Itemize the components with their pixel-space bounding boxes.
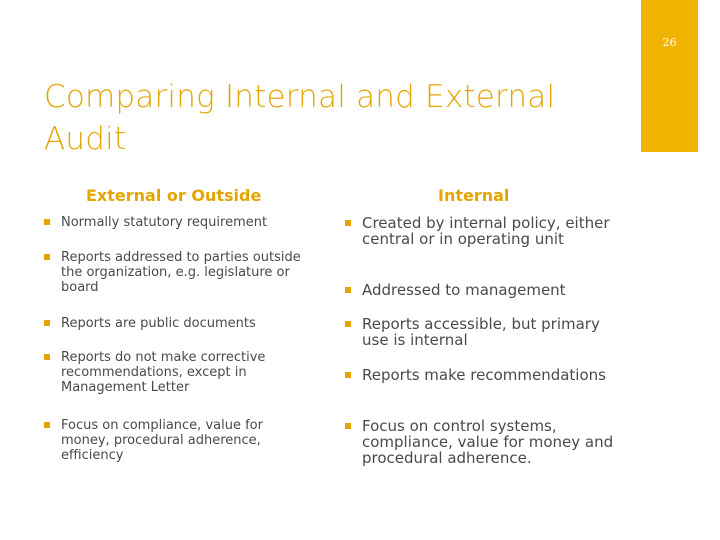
square-bullet-icon	[44, 254, 50, 260]
left-list-item-text: Reports are public documents	[61, 316, 256, 331]
square-bullet-icon	[44, 219, 50, 225]
right-list-item-text: Addressed to management	[362, 281, 566, 299]
right-list-item-text: Reports accessible, but primary use is internal	[362, 315, 600, 349]
left-list-item-text: Reports addressed to parties outside the organization, e.g. legislature or board	[61, 250, 301, 295]
square-bullet-icon	[345, 423, 351, 429]
right-list-item-text: Created by internal policy, either central or in operating unit	[362, 214, 610, 248]
slide-title: Comparing Internal and External Audit	[44, 79, 556, 157]
left-list-item	[44, 250, 304, 295]
page-number: 26	[662, 36, 677, 49]
square-bullet-icon	[345, 287, 351, 293]
left-list-item-text: Normally statutory requirement	[61, 215, 268, 230]
right-list-item	[345, 418, 620, 466]
right-list-item-text: Reports make recommendations	[362, 366, 606, 384]
right-list-item	[345, 316, 620, 348]
left-list-item-text: Focus on compliance, value for money, procedural adherence, efficiency	[61, 418, 263, 463]
left-list-item-text: Reports do not make corrective recommendations, except in Management Letter	[61, 350, 266, 395]
accent-bar	[641, 0, 698, 152]
right-list-item	[345, 282, 620, 298]
square-bullet-icon	[44, 354, 50, 360]
left-list-item	[44, 215, 304, 230]
square-bullet-icon	[345, 220, 351, 226]
left-column-heading: External or Outside	[86, 186, 262, 205]
right-list-item	[345, 215, 620, 247]
left-list-item	[44, 418, 304, 463]
right-column-heading: Internal	[438, 186, 510, 205]
square-bullet-icon	[345, 321, 351, 327]
square-bullet-icon	[345, 372, 351, 378]
square-bullet-icon	[44, 422, 50, 428]
square-bullet-icon	[44, 320, 50, 326]
left-list-item	[44, 316, 304, 331]
left-list-item	[44, 350, 304, 395]
right-list-item	[345, 367, 620, 383]
right-list-item-text: Focus on control systems, compliance, value for money and procedural adherence.	[362, 417, 614, 467]
